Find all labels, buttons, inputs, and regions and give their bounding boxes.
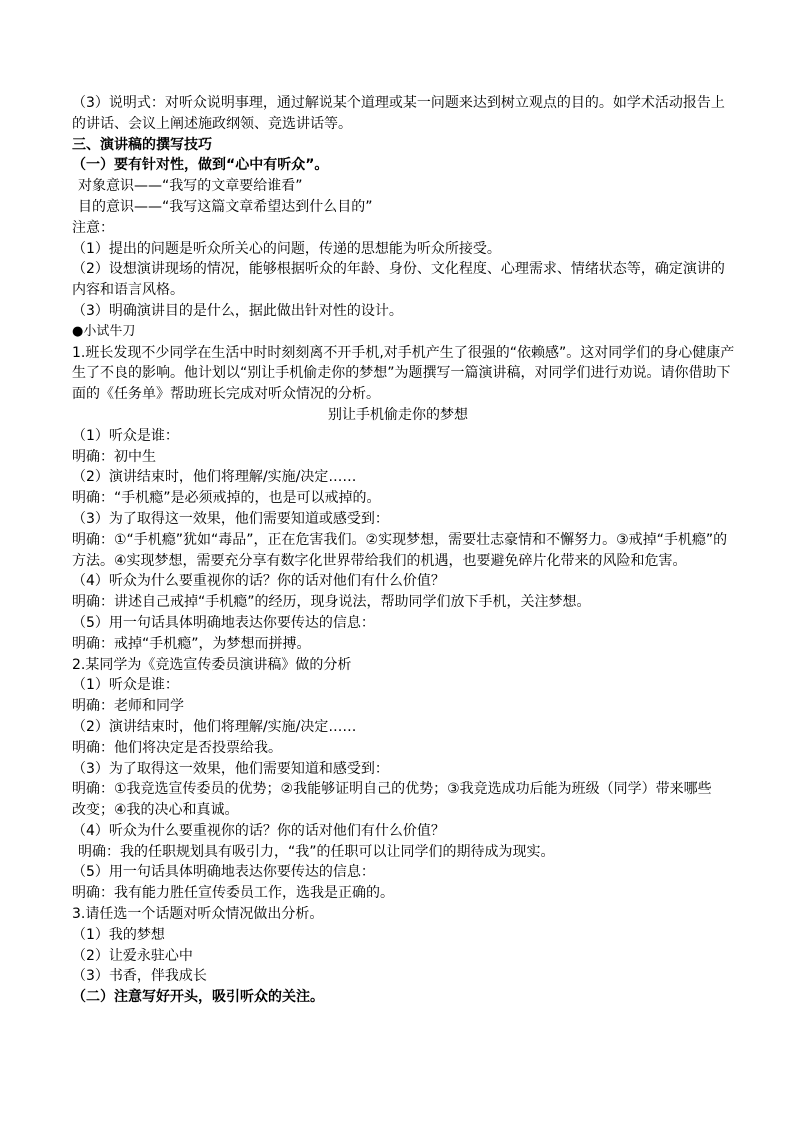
text-line: 方法。④实现梦想，需要充分享有数字化世界带给我们的机遇，也要避免碎片化带来的风险和危害。 (72, 552, 687, 569)
text-line: （1）听众是谁： (72, 677, 179, 694)
text-line: （4）听众为什么要重视你的话？你的话对他们有什么价值？ (72, 573, 445, 590)
text-line: 1.班长发现不少同学在生活中时时刻刻离不开手机,对手机产生了很强的“依赖感”。这对同学们的身心健康产 (72, 344, 735, 361)
text-line: 的讲话、会议上阐述施政纲领、竞选讲话等。 (72, 115, 352, 132)
text-line: 对象意识——“我写的文章要给谁看” (78, 178, 303, 195)
text-line: （1）听众是谁： (72, 427, 179, 444)
subsection-heading: （一）要有针对性，做到“心中有听众”。 (72, 157, 329, 174)
text-line: 明确：初中生 (72, 448, 156, 465)
text-line: 3.请任选一个话题对听众情况做出分析。 (72, 906, 324, 923)
text-line: 明确：老师和同学 (72, 698, 184, 715)
text-line: 2.某同学为《竞选宣传委员演讲稿》做的分析 (72, 656, 352, 673)
text-line: （3）为了取得这一效果，他们需要知道和感受到： (72, 760, 389, 777)
text-line: （4）听众为什么要重视你的话？你的话对他们有什么价值？ (72, 822, 445, 839)
practice-heading: ●小试牛刀 (72, 323, 136, 339)
text-line: 改变；④我的决心和真诚。 (72, 802, 239, 819)
text-line: （5）用一句话具体明确地表达你要传达的信息： (72, 864, 375, 881)
text-line: 明确：①我竞选宣传委员的优势；②我能够证明自己的优势；③我竞选成功后能为班级（同学）带来哪些 (72, 781, 712, 798)
text-line: （2）演讲结束时，他们将理解/实施/决定…… (72, 469, 357, 486)
text-line: （2）演讲结束时，他们将理解/实施/决定…… (72, 718, 357, 735)
text-line: （2）设想演讲现场的情况，能够根据听众的年龄、身份、文化程度、心理需求、情绪状态等，确定演讲的 (72, 261, 725, 278)
text-line: 明确：戒掉“手机瘾”，为梦想而拼搏。 (72, 635, 311, 652)
text-line: 明确：讲述自己戒掉“手机瘾”的经历，现身说法，帮助同学们放下手机，关注梦想。 (72, 594, 591, 611)
subsection-heading: （二）注意写好开头，吸引听众的关注。 (72, 989, 324, 1006)
text-line: （1）提出的问题是听众所关心的问题，传递的思想能为听众所接受。 (72, 240, 501, 257)
text-line: 注意： (72, 219, 114, 236)
text-line: （2）让爱永驻心中 (72, 947, 193, 964)
text-line: 内容和语言风格。 (72, 282, 184, 299)
text-line: 生了不良的影响。他计划以“别让手机偷走你的梦想”为题撰写一篇演讲稿，对同学们进行劝说。请你借助下 (72, 365, 731, 382)
text-line: （1）我的梦想 (72, 926, 165, 943)
text-line: （3）书香，伴我成长 (72, 968, 207, 985)
text-line: 面的《任务单》帮助班长完成对听众情况的分析。 (72, 386, 380, 403)
text-line: （3）为了取得这一效果，他们需要知道或感受到： (72, 510, 389, 527)
speech-title: 别让手机偷走你的梦想 (328, 406, 468, 423)
text-line: （5）用一句话具体明确地表达你要传达的信息： (72, 614, 375, 631)
text-line: 明确：我有能力胜任宣传委员工作，选我是正确的。 (72, 885, 394, 902)
text-line: 明确：“手机瘾”是必须戒掉的，也是可以戒掉的。 (72, 490, 381, 507)
section-heading: 三、演讲稿的撰写技巧 (72, 136, 212, 153)
text-line: 明确：他们将决定是否投票给我。 (72, 739, 282, 756)
text-line: 明确：我的任职规划具有吸引力，“我”的任职可以让同学们的期待成为现实。 (78, 843, 555, 860)
text-line: 目的意识——“我写这篇文章希望达到什么目的” (78, 198, 373, 215)
text-line: （3）说明式：对听众说明事理，通过解说某个道理或某一问题来达到树立观点的目的。如学术活动报告上 (72, 95, 725, 111)
document-page (72, 93, 735, 1008)
text-line: 明确：①“手机瘾”犹如“毒品”，正在危害我们。②实现梦想，需要壮志豪情和不懈努力。③戒掉“手机瘾”的 (72, 531, 728, 548)
text-line: （3）明确演讲目的是什么，据此做出针对性的设计。 (72, 302, 403, 319)
